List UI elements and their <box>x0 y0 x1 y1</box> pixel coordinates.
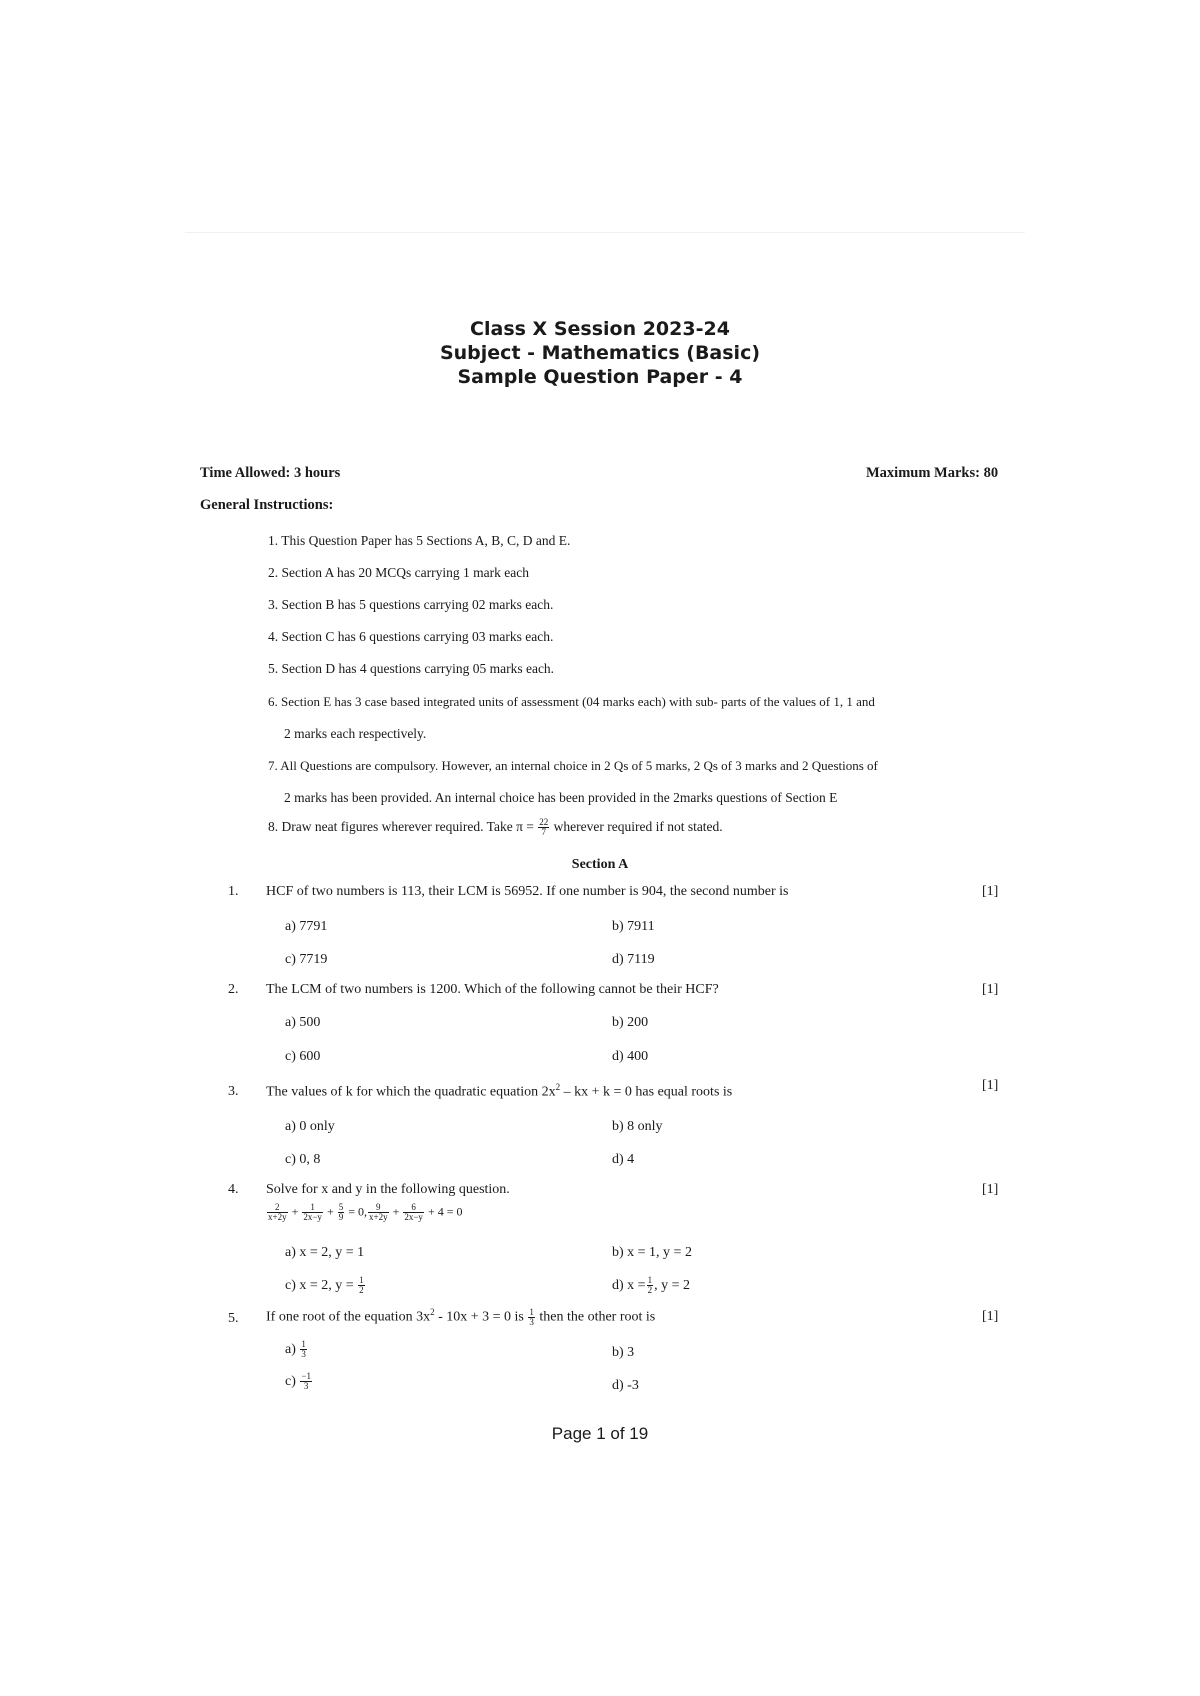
instruction-item: 2. Section A has 20 MCQs carrying 1 mark each <box>268 565 529 580</box>
instruction-item: 5. Section D has 4 questions carrying 05 marks each. <box>268 661 555 676</box>
instruction-8-pre: 8. Draw neat figures wherever required. Take π = <box>268 819 538 835</box>
question-number: 5. <box>228 1311 239 1326</box>
option-c: c) 0, 8 <box>285 1152 321 1167</box>
option-a: a) $\frac{1}{3}$ <box>285 1339 306 1360</box>
option-d: d) -3 <box>612 1378 639 1393</box>
option-b: b) 3 <box>612 1345 635 1360</box>
instruction-8-post: wherever required if not stated. <box>550 819 723 835</box>
option-a: a) 0 only <box>285 1119 335 1134</box>
general-instructions-heading: General Instructions: <box>200 497 334 513</box>
question-number: 2. <box>228 982 239 997</box>
option-d: d) 7119 <box>612 952 655 967</box>
question-text: The LCM of two numbers is 1200. Which of the following cannot be their HCF? <box>266 982 719 997</box>
option-a: a) 7791 <box>285 919 328 934</box>
question-marks: [1] <box>982 1309 999 1324</box>
option-b: b) 7911 <box>612 919 655 934</box>
question-text: Solve for x and y in the following question. <box>266 1182 510 1197</box>
instruction-item: 6. Section E has 3 case based integrated units of assessment (04 marks each) with sub- parts of the values of 1, 1 and <box>268 694 875 709</box>
header-paper: Sample Question Paper - 4 <box>457 366 743 388</box>
option-d: d) x = $\frac{1}{2}$ , y = 2 <box>612 1275 690 1296</box>
section-title: Section A <box>571 857 629 872</box>
option-c: c) 600 <box>285 1049 321 1064</box>
time-allowed: Time Allowed: 3 hours <box>200 465 341 481</box>
option-a: a) x = 2, y = 1 <box>285 1245 365 1260</box>
max-marks: Maximum Marks: 80 <box>866 465 999 481</box>
option-c: c) 7719 <box>285 952 328 967</box>
header-subject: Subject - Mathematics (Basic) <box>439 342 761 364</box>
question-number: 3. <box>228 1084 239 1099</box>
option-b: b) 8 only <box>612 1119 663 1134</box>
page-footer: Page 1 of 19 <box>551 1424 649 1443</box>
option-a: a) 500 <box>285 1015 321 1030</box>
question-marks: [1] <box>982 1182 999 1197</box>
question-text: If one root of the equation $3x^2 - 10x + 3 = 0$ is $\frac{1}{3}$ then the other root is <box>266 1306 656 1327</box>
option-b: b) 200 <box>612 1015 649 1030</box>
instruction-item <box>268 818 723 838</box>
pi-fraction: $\frac{22}{7}$ <box>539 817 549 838</box>
question-marks: [1] <box>982 1078 999 1093</box>
option-d: d) 4 <box>612 1152 635 1167</box>
instruction-item-cont: 2 marks each respectively. <box>284 726 427 741</box>
instruction-item: 7. All Questions are compulsory. However, an internal choice in 2 Qs of 5 marks, 2 Qs of 3 marks and 2 Questions of <box>268 758 878 773</box>
instruction-item: 1. This Question Paper has 5 Sections A, B, C, D and E. <box>268 533 571 548</box>
question-number: 1. <box>228 884 239 899</box>
question-text: The values of k for which the quadratic equation $2x^2$ – kx + k = 0 has equal roots is <box>266 1082 733 1100</box>
instruction-item: 4. Section C has 6 questions carrying 03 marks each. <box>268 629 554 644</box>
option-d: d) 400 <box>612 1049 649 1064</box>
instruction-item: 3. Section B has 5 questions carrying 02 marks each. <box>268 597 554 612</box>
question-marks: [1] <box>982 982 999 997</box>
top-rule <box>185 232 1025 233</box>
option-c: c) $\frac{-1}{3}$ <box>285 1371 311 1392</box>
instruction-item-cont: 2 marks has been provided. An internal choice has been provided in the 2marks questions of Section E <box>284 790 838 805</box>
option-c: c) x = 2, y = $\frac{1}{2}$ <box>285 1275 364 1296</box>
option-b: b) x = 1, y = 2 <box>612 1245 692 1260</box>
question-text: HCF of two numbers is 113, their LCM is 56952. If one number is 904, the second number is <box>266 884 789 899</box>
header-class: Class X Session 2023-24 <box>470 318 730 340</box>
equation: $\frac{2}{x+2y}$ + $\frac{1}{2x-y}$ + $\frac{5}{9}$ = 0, $\frac{9}{x+2y}$ + $\frac{6}{2x-y}$ + 4 = 0 <box>268 1202 463 1223</box>
question-number: 4. <box>228 1182 239 1197</box>
question-marks: [1] <box>982 884 999 899</box>
